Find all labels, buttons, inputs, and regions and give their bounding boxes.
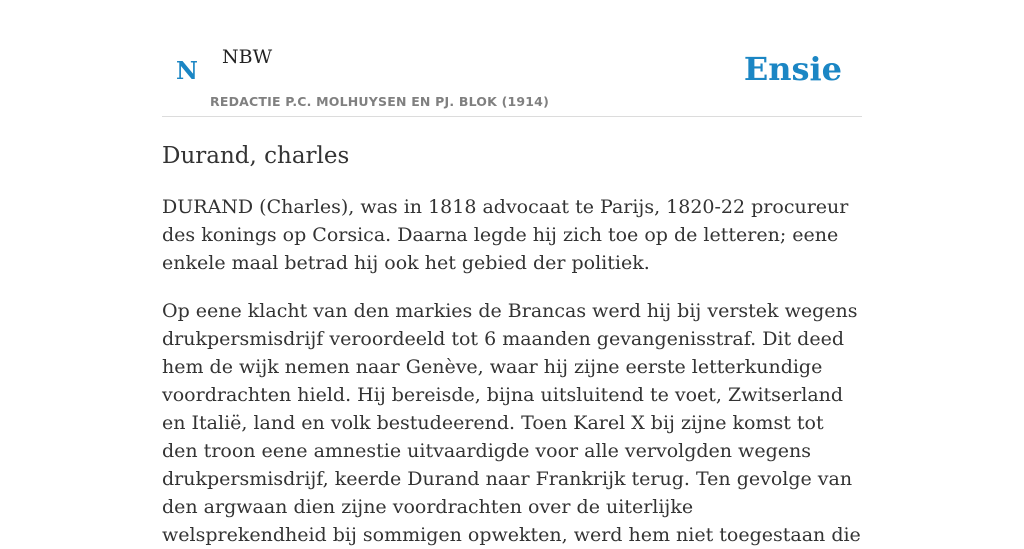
- ensie-logo-link[interactable]: Ensie: [743, 50, 842, 88]
- source-name-link[interactable]: NBW: [222, 46, 273, 68]
- article-page: [162, 0, 862, 549]
- article-paragraph: Op eene klacht van den markies de Brancas werd hij bij verstek wegens drukpersmisdrijf veroordeeld tot 6 maanden gevangenisstraf. Dit deed hem de wijk nemen naar Genève, waar hij zijne eerste letterkundige voordrachten hield. Hij bereisde, bijna uitsluitend te voet, Zwitserland en Italië, land en volk bestudeerend. Toen Karel X bij zijne komst tot den troon eene amnestie uitvaardigde voor alle vervolgden wegens drukpersmisdrijf, keerde Durand naar Frankrijk terug. Ten gevolge van den argwaan dien zijne voordrachten over de uiterlijke welsprekendheid bij sommigen opwekten, werd hem niet toegestaan die: [162, 300, 861, 546]
- source-subtitle: REDACTIE P.C. MOLHUYSEN EN PJ. BLOK (1914): [210, 94, 549, 109]
- article-title: Durand, charles: [162, 143, 350, 169]
- source-logo[interactable]: N: [176, 56, 198, 85]
- article-paragraph: DURAND (Charles), was in 1818 advocaat te Parijs, 1820-22 procureur des konings op Corsica. Daarna legde hij zich toe op de letteren; eene enkele maal betrad hij ook het gebied der politiek.: [162, 196, 849, 274]
- source-header: [162, 0, 862, 117]
